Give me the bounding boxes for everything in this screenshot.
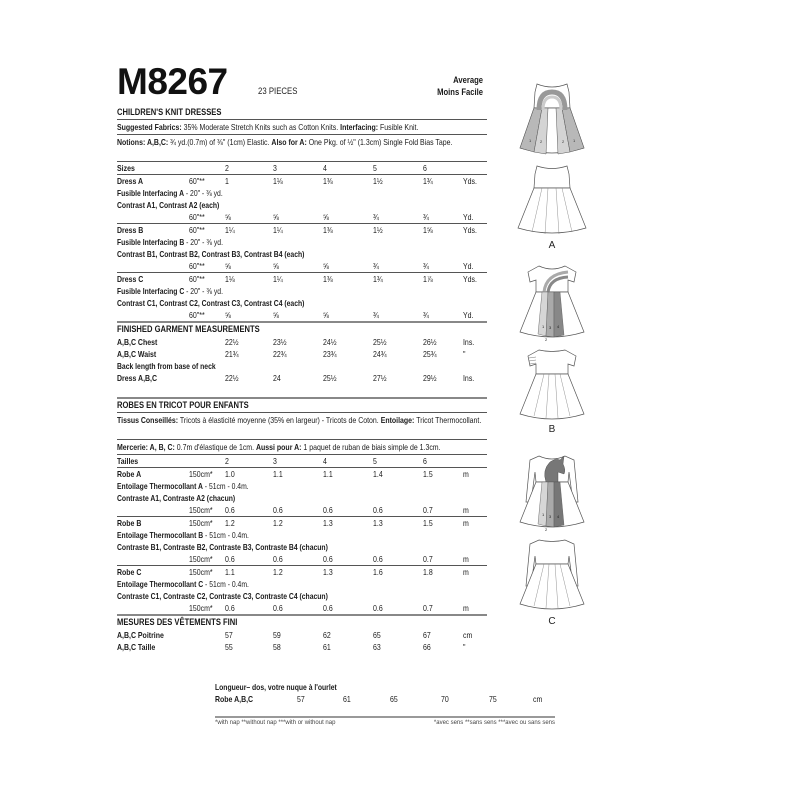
contraste-c-label: Contraste C1, Contraste C2, Contraste C3, Contraste C4 (chacun) [117, 591, 328, 601]
difficulty-level [437, 74, 483, 98]
chest-row: A,B,C Chest 22½ 23½ 24½ 25½ 26½ Ins. [117, 337, 475, 347]
contrast-b-label: Contrast B1, Contrast B2, Contrast B3, Contrast B4 (each) [117, 249, 305, 259]
robe-b-row: Robe B 150cm* 1.2 1.2 1.3 1.3 1.5 m [117, 518, 469, 528]
contraste-a-row: 150cm* 0.6 0.6 0.6 0.6 0.7 m [189, 505, 469, 515]
svg-text:1: 1 [529, 138, 532, 143]
footer-divider [215, 716, 555, 718]
svg-text:1: 1 [573, 138, 576, 143]
dress-a-back-illustration [512, 80, 592, 160]
view-label-a: A [548, 240, 556, 251]
longueur-block [215, 681, 555, 705]
robe-a-row: Robe A 150cm* 1.0 1.1 1.1 1.4 1.5 m [117, 469, 469, 479]
longueur-row: Robe A,B,C 57 61 65 70 75 cm [215, 694, 543, 704]
section-title-french: ROBES EN TRICOT POUR ENFANTS [117, 400, 249, 411]
measurements-title-english: FINISHED GARMENT MEASUREMENTS [117, 324, 260, 335]
svg-text:3: 3 [549, 325, 552, 330]
sizes-header-row: Sizes 2 3 4 5 6 [117, 163, 427, 173]
svg-text:1: 1 [542, 512, 545, 517]
back-length-row: Dress A,B,C 22½ 24 25½ 27½ 29½ Ins. [117, 373, 475, 383]
interfacing-c: Fusible Interfacing C - 20" - ⅜ yd. [117, 286, 223, 296]
dress-a-front-illustration [512, 162, 592, 242]
difficulty-en: Average [453, 75, 483, 85]
view-label-c: C [548, 616, 556, 627]
dress-b-row: Dress B 60"** 1¼ 1¼ 1⅜ 1½ 1⅝ Yds. [117, 225, 477, 235]
svg-text:4: 4 [557, 514, 560, 519]
robe-c-row: Robe C 150cm* 1.1 1.2 1.3 1.6 1.8 m [117, 567, 469, 577]
contrast-c-label: Contrast C1, Contrast C2, Contrast C3, Contrast C4 (each) [117, 298, 305, 308]
footnote-english: *with nap **without nap ***with or without nap [215, 720, 336, 726]
dress-a-row: Dress A 60"** 1 1⅛ 1⅜ 1½ 1¾ Yds. [117, 176, 477, 186]
yardage-chart [117, 106, 487, 653]
back-length-label: Back length from base of neck [117, 361, 216, 371]
interfacing-b: Fusible Interfacing B - 20" - ⅜ yd. [117, 237, 223, 247]
svg-text:3: 3 [549, 514, 552, 519]
piece-count: 23 PIECES [258, 86, 298, 97]
contraste-b-row: 150cm* 0.6 0.6 0.6 0.6 0.7 m [189, 554, 469, 564]
measurements-title-french: MESURES DES VÊTEMENTS FINI [117, 617, 238, 628]
svg-text:2: 2 [545, 337, 548, 342]
contraste-a-label: Contraste A1, Contraste A2 (chacun) [117, 493, 236, 503]
footnote-french: *avec sens **sans sens ***avec ou sans sens [433, 720, 555, 726]
svg-text:2: 2 [562, 139, 565, 144]
dress-b-back-illustration [512, 346, 592, 426]
svg-text:2: 2 [545, 527, 548, 532]
section-title-english: CHILDREN'S KNIT DRESSES [117, 107, 222, 118]
waist-row: A,B,C Waist 21¾ 22¾ 23¾ 24¾ 25¾ " [117, 349, 466, 359]
contrast-a-label: Contrast A1, Contrast A2 (each) [117, 200, 220, 210]
view-a-illustrations [512, 80, 592, 251]
notions: Notions: A,B,C: ¾ yd.(0.7m) of ⅜" (1cm) Elastic. Also for A: One Pkg. of ½" (1.3cm) Single Fold Bias Tape. [117, 137, 453, 147]
dress-b-front-illustration [512, 262, 592, 342]
entoilage-b: Entoilage Thermocollant B - 51cm - 0.4m. [117, 530, 249, 540]
dress-c-back-illustration [512, 536, 592, 616]
difficulty-fr: Moins Facile [437, 87, 483, 97]
contrast-c-row: 60"** ⅝ ⅝ ⅝ ¾ ¾ Yd. [189, 310, 474, 320]
interfacing-a: Fusible Interfacing A - 20" - ⅜ yd. [117, 188, 223, 198]
contrast-b-row: 60"** ⅝ ⅝ ⅝ ¾ ¾ Yd. [189, 261, 474, 271]
contrast-a-row: 60"** ⅝ ⅝ ⅝ ¾ ¾ Yd. [189, 212, 474, 222]
contraste-c-row: 150cm* 0.6 0.6 0.6 0.6 0.7 m [189, 603, 469, 613]
contraste-b-label: Contraste B1, Contraste B2, Contraste B3, Contraste B4 (chacun) [117, 542, 328, 552]
svg-text:2: 2 [540, 139, 543, 144]
dress-c-row: Dress C 60"** 1⅛ 1¼ 1⅜ 1¾ 1⅞ Yds. [117, 274, 477, 284]
entoilage-c: Entoilage Thermocollant C - 51cm - 0.4m. [117, 579, 249, 589]
tissus-conseilles: Tissus Conseillés: Tricots à élasticité moyenne (35% en largeur) - Tricots de Coton. Entoilage: Tricot Thermocollant. [117, 415, 482, 425]
dress-c-front-illustration [512, 452, 592, 532]
view-label-b: B [548, 424, 556, 435]
view-b-illustrations [512, 262, 592, 435]
svg-text:1: 1 [542, 324, 545, 329]
svg-text:4: 4 [557, 324, 560, 329]
mercerie: Mercerie: A, B, C: 0.7m d'élastique de 1cm. Aussi pour A: 1 paquet de ruban de biais simple de 1.3cm. [117, 442, 441, 452]
tailles-header-row: Tailles 2 3 4 5 6 [117, 456, 427, 466]
longueur-label: Longueur– dos, votre nuque à l'ourlet [215, 682, 337, 692]
suggested-fabrics: Suggested Fabrics: 35% Moderate Stretch Knits such as Cotton Knits. Interfacing: Fusible Knit. [117, 122, 419, 132]
pattern-number: M8267 [117, 61, 228, 102]
poitrine-row: A,B,C Poitrine 57 59 62 65 67 cm [117, 630, 473, 640]
view-c-illustrations [512, 452, 592, 627]
entoilage-a: Entoilage Thermocollant A - 51cm - 0.4m. [117, 481, 249, 491]
taille-row: A,B,C Taille 55 58 61 63 66 " [117, 642, 466, 652]
